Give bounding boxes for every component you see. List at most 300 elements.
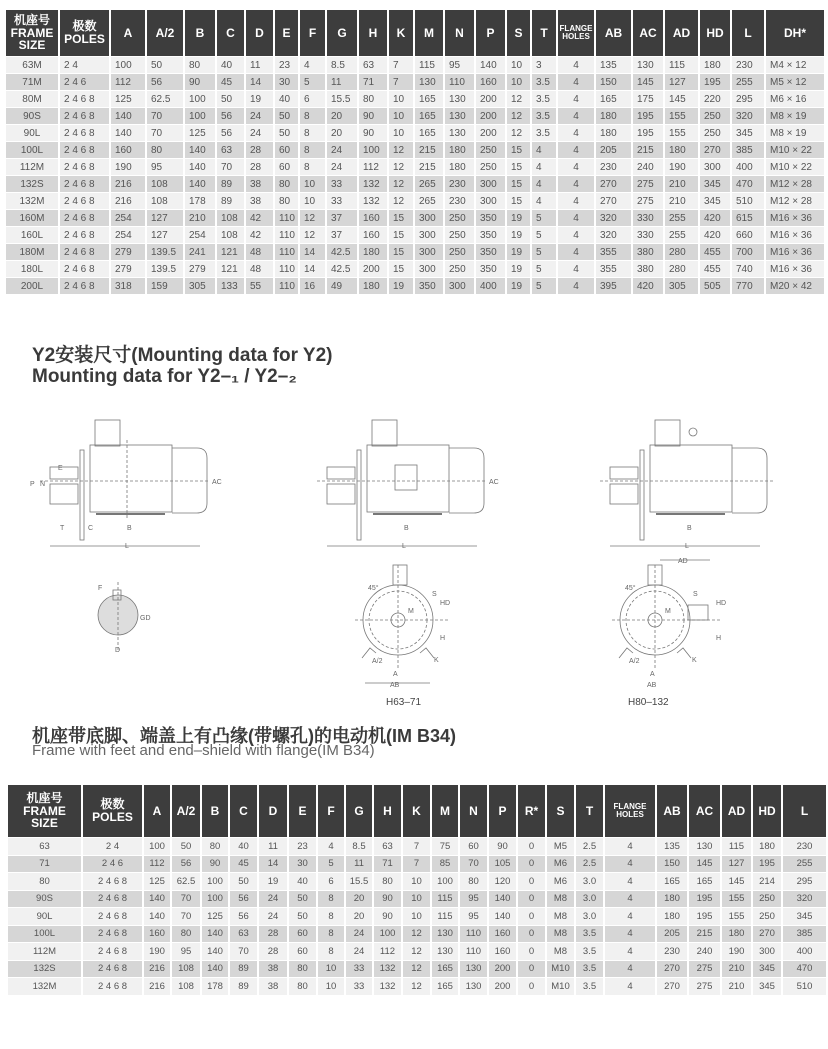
table-cell: 180 <box>700 57 730 73</box>
table-cell: M6 × 16 <box>766 91 824 107</box>
table-cell: 350 <box>476 210 505 226</box>
table-cell: 350 <box>415 278 443 294</box>
table-cell: 155 <box>665 125 698 141</box>
table-cell: 121 <box>217 261 244 277</box>
table-row <box>6 261 824 277</box>
table-cell: 10 <box>403 891 430 908</box>
table-cell: 63 <box>359 57 387 73</box>
table-cell: 160 <box>489 926 516 943</box>
table-cell: 400 <box>476 278 505 294</box>
table-cell: 63 <box>374 838 401 855</box>
table-cell: 280 <box>665 261 698 277</box>
table-cell: 140 <box>202 943 228 960</box>
table-cell: 42 <box>246 227 273 243</box>
column-header: P <box>489 785 516 837</box>
column-header: AC <box>689 785 720 837</box>
table-cell: 125 <box>185 125 215 141</box>
table-cell: 12 <box>300 227 325 243</box>
column-header: 极数 POLES <box>83 785 142 837</box>
table-cell: 80 <box>460 873 487 890</box>
table-cell: 130 <box>432 943 458 960</box>
label-b: B <box>687 525 692 532</box>
table-cell: 112 <box>359 159 387 175</box>
table-cell: 8 <box>300 159 325 175</box>
table-cell: 90L <box>8 908 81 925</box>
table-row <box>8 943 826 960</box>
table-cell: 180 <box>445 159 474 175</box>
table-row <box>8 978 826 995</box>
label-gd: GD <box>140 615 151 622</box>
label-a: A <box>393 671 398 678</box>
table-cell: 70 <box>460 856 487 873</box>
table-cell: 63 <box>230 926 257 943</box>
table-row <box>8 838 826 855</box>
table-cell: 420 <box>700 227 730 243</box>
table-cell: 2 4 6 8 <box>60 91 109 107</box>
label-h: H <box>716 635 722 642</box>
table-cell: 100 <box>202 891 228 908</box>
table-cell: 55 <box>246 278 273 294</box>
table-cell: 250 <box>445 261 474 277</box>
table-cell: 110 <box>445 74 474 90</box>
table-cell: 108 <box>217 210 244 226</box>
column-header: C <box>217 10 244 56</box>
table-cell: 255 <box>732 74 764 90</box>
table-cell: 115 <box>415 57 443 73</box>
column-header: A/2 <box>172 785 200 837</box>
table-cell: M12 × 28 <box>766 176 824 192</box>
column-header: DH* <box>766 10 824 56</box>
table-cell: 180 <box>445 142 474 158</box>
table-cell: 180 <box>359 278 387 294</box>
table-cell: 108 <box>217 227 244 243</box>
table-cell: 11 <box>346 856 372 873</box>
table-cell: 90L <box>6 125 58 141</box>
column-header: 极数 POLES <box>60 10 109 56</box>
column-header: B <box>202 785 228 837</box>
column-header: R* <box>518 785 545 837</box>
table-cell: 140 <box>144 908 170 925</box>
table-cell: 3.5 <box>576 943 603 960</box>
table-cell: 195 <box>633 125 663 141</box>
table-cell: 110 <box>460 926 487 943</box>
table-cell: 37 <box>327 227 357 243</box>
table-cell: 700 <box>732 244 764 260</box>
table-cell: 7 <box>403 856 430 873</box>
label-n: N <box>40 481 46 488</box>
label-45deg: 45° <box>368 585 379 592</box>
table-cell: 20 <box>346 908 372 925</box>
table-cell: 115 <box>432 908 458 925</box>
label-a: A <box>650 671 655 678</box>
table-cell: 2 4 <box>60 57 109 73</box>
table-cell: 115 <box>665 57 698 73</box>
table-cell: 50 <box>172 838 200 855</box>
table-cell: 140 <box>489 891 516 908</box>
table-cell: 95 <box>460 891 487 908</box>
table-cell: 90 <box>359 125 387 141</box>
table-cell: M12 × 28 <box>766 193 824 209</box>
label-a2: A/2 <box>372 658 383 665</box>
column-header: K <box>389 10 413 56</box>
table-cell: 0 <box>518 838 545 855</box>
section-subtitle-imb34: Frame with feet and end–shield with flange(IM B34) <box>32 742 375 759</box>
table-cell: 24 <box>327 142 357 158</box>
table-cell: 139.5 <box>147 261 183 277</box>
table-cell: 28 <box>246 142 273 158</box>
table-cell: 19 <box>507 210 530 226</box>
table-cell: 345 <box>783 908 826 925</box>
table-cell: 0 <box>518 891 545 908</box>
table-cell: 132S <box>8 961 81 978</box>
table-cell: 320 <box>732 108 764 124</box>
table-cell: 14 <box>300 261 325 277</box>
column-header: A <box>144 785 170 837</box>
table-cell: 19 <box>246 91 273 107</box>
table-cell: 2 4 <box>83 838 142 855</box>
table-cell: 50 <box>230 873 257 890</box>
table-cell: 155 <box>722 891 751 908</box>
table-cell: 112M <box>6 159 58 175</box>
table-cell: 50 <box>217 91 244 107</box>
table-cell: 12 <box>403 943 430 960</box>
table-cell: 132 <box>374 961 401 978</box>
table-cell: 110 <box>275 261 298 277</box>
table-cell: 470 <box>783 961 826 978</box>
column-header: A <box>111 10 145 56</box>
table-cell: 216 <box>144 978 170 995</box>
table-cell: 10 <box>507 57 530 73</box>
table-cell: 250 <box>700 108 730 124</box>
table-row <box>6 125 824 141</box>
table-cell: 350 <box>476 261 505 277</box>
table-cell: 95 <box>147 159 183 175</box>
table-cell: M8 <box>547 943 574 960</box>
table-cell: 8.5 <box>346 838 372 855</box>
table-cell: 100 <box>374 926 401 943</box>
table-cell: 130 <box>460 978 487 995</box>
table-cell: 160 <box>144 926 170 943</box>
table-cell: 4 <box>605 926 655 943</box>
table-cell: 355 <box>596 244 631 260</box>
table-cell: 5 <box>532 261 556 277</box>
caption-h80-132: H80–132 <box>628 697 669 708</box>
table-cell: 112 <box>374 943 401 960</box>
table-cell: 12 <box>403 926 430 943</box>
table-cell: 140 <box>111 108 145 124</box>
table-cell: 295 <box>783 873 826 890</box>
column-header: AD <box>722 785 751 837</box>
table-cell: 279 <box>111 261 145 277</box>
table-cell: 4 <box>532 176 556 192</box>
table-cell: 160 <box>111 142 145 158</box>
table-cell: 130 <box>633 57 663 73</box>
table-cell: 15 <box>507 159 530 175</box>
table-cell: 380 <box>633 244 663 260</box>
table-cell: 180 <box>753 838 781 855</box>
table-cell: M20 × 42 <box>766 278 824 294</box>
table-cell: 71 <box>8 856 81 873</box>
table-cell: 8 <box>318 891 344 908</box>
column-header: L <box>732 10 764 56</box>
column-header: 机座号 FRAME SIZE <box>6 10 58 56</box>
table-cell: 4 <box>558 176 594 192</box>
table-cell: 5 <box>532 210 556 226</box>
table-cell: 2 4 6 8 <box>60 176 109 192</box>
table-cell: 4 <box>318 838 344 855</box>
table-cell: 90 <box>489 838 516 855</box>
table-cell: 130 <box>432 926 458 943</box>
table-cell: 3.5 <box>532 125 556 141</box>
table-cell: 4 <box>558 125 594 141</box>
table-cell: 100 <box>359 142 387 158</box>
column-header: B <box>185 10 215 56</box>
table-cell: 38 <box>259 961 287 978</box>
label-m: M <box>408 608 414 615</box>
table-cell: 60 <box>275 159 298 175</box>
table-cell: 15 <box>389 261 413 277</box>
column-header: AB <box>657 785 687 837</box>
table-row <box>6 74 824 90</box>
table-cell: 175 <box>633 91 663 107</box>
table-cell: M4 × 12 <box>766 57 824 73</box>
table-cell: 4 <box>558 91 594 107</box>
table-cell: 50 <box>275 125 298 141</box>
end-view-diagram-h63-71 <box>355 565 450 689</box>
table-cell: 20 <box>327 125 357 141</box>
table-cell: 2 4 6 8 <box>83 978 142 995</box>
table-cell: 28 <box>259 943 287 960</box>
table-cell: 275 <box>633 176 663 192</box>
table-cell: 127 <box>147 227 183 243</box>
table-cell: 2 4 6 8 <box>83 891 142 908</box>
column-header: AC <box>633 10 663 56</box>
table-cell: 132 <box>359 193 387 209</box>
table-cell: 70 <box>147 125 183 141</box>
label-ac: AC <box>489 479 499 486</box>
table-cell: 200 <box>476 91 505 107</box>
table-cell: 4 <box>558 57 594 73</box>
table-cell: 33 <box>327 176 357 192</box>
table-cell: 24 <box>246 125 273 141</box>
table-cell: 71M <box>6 74 58 90</box>
table-row <box>8 908 826 925</box>
table-cell: 0 <box>518 926 545 943</box>
label-p: P <box>30 481 35 488</box>
table-cell: 3.5 <box>532 74 556 90</box>
table-cell: 254 <box>111 210 145 226</box>
table-row <box>8 856 826 873</box>
table-cell: 254 <box>185 227 215 243</box>
table-cell: 345 <box>753 961 781 978</box>
table-cell: 19 <box>507 244 530 260</box>
table-cell: 0 <box>518 961 545 978</box>
table-cell: 200 <box>476 125 505 141</box>
table-cell: 30 <box>275 74 298 90</box>
table-cell: 23 <box>289 838 316 855</box>
table-cell: 28 <box>246 159 273 175</box>
table-cell: 12 <box>507 108 530 124</box>
table-cell: 108 <box>172 961 200 978</box>
table-cell: 320 <box>596 227 631 243</box>
table-cell: M16 × 36 <box>766 244 824 260</box>
table-cell: 105 <box>489 856 516 873</box>
table-cell: 160M <box>6 210 58 226</box>
table-cell: 140 <box>202 926 228 943</box>
table-cell: 127 <box>722 856 751 873</box>
table-cell: 133 <box>217 278 244 294</box>
table-cell: 28 <box>259 926 287 943</box>
table-cell: 420 <box>700 210 730 226</box>
table-cell: 295 <box>732 91 764 107</box>
table-cell: 100 <box>144 838 170 855</box>
table-cell: 300 <box>445 278 474 294</box>
table-cell: 45 <box>230 856 257 873</box>
table-cell: 330 <box>633 210 663 226</box>
column-header: K <box>403 785 430 837</box>
label-c: C <box>88 525 94 532</box>
table-cell: 90S <box>6 108 58 124</box>
table-cell: 160 <box>359 227 387 243</box>
table-cell: 89 <box>217 193 244 209</box>
table-cell: 241 <box>185 244 215 260</box>
table-cell: 132M <box>8 978 81 995</box>
table-cell: 140 <box>111 125 145 141</box>
table-cell: 280 <box>665 244 698 260</box>
table-cell: 190 <box>665 159 698 175</box>
table-cell: 270 <box>596 193 631 209</box>
table-cell: M10 × 22 <box>766 142 824 158</box>
table-cell: 230 <box>445 176 474 192</box>
table-cell: 33 <box>346 978 372 995</box>
column-header: G <box>327 10 357 56</box>
table-cell: 56 <box>230 908 257 925</box>
table-cell: 385 <box>732 142 764 158</box>
table-cell: 320 <box>783 891 826 908</box>
table-cell: 125 <box>202 908 228 925</box>
table-cell: 135 <box>657 838 687 855</box>
table-cell: 95 <box>172 943 200 960</box>
table-cell: 2 4 6 8 <box>83 873 142 890</box>
table-cell: 165 <box>596 91 631 107</box>
table-cell: 230 <box>657 943 687 960</box>
table-cell: 40 <box>217 57 244 73</box>
table-row <box>6 278 824 294</box>
table-cell: 230 <box>732 57 764 73</box>
table-cell: 230 <box>445 193 474 209</box>
label-l: L <box>685 543 689 550</box>
table-cell: 40 <box>289 873 316 890</box>
table-cell: 110 <box>275 278 298 294</box>
table-cell: 11 <box>246 57 273 73</box>
table-cell: 60 <box>289 926 316 943</box>
table-cell: 200 <box>489 961 516 978</box>
column-header: D <box>259 785 287 837</box>
table-cell: 24 <box>346 943 372 960</box>
label-h: H <box>440 635 446 642</box>
table-cell: 214 <box>753 873 781 890</box>
side-view-diagram-2 <box>317 420 499 550</box>
table-cell: 205 <box>596 142 631 158</box>
table-cell: M6 <box>547 856 574 873</box>
table-cell: 159 <box>147 278 183 294</box>
table-cell: 140 <box>202 961 228 978</box>
table-cell: 2 4 6 8 <box>60 125 109 141</box>
table-cell: 130 <box>445 91 474 107</box>
table-cell: 420 <box>633 278 663 294</box>
table-cell: 455 <box>700 261 730 277</box>
table-cell: 10 <box>389 125 413 141</box>
table-cell: 0 <box>518 908 545 925</box>
table-cell: 100 <box>111 57 145 73</box>
table-cell: 300 <box>415 210 443 226</box>
table-cell: 100 <box>185 91 215 107</box>
table-cell: 100L <box>6 142 58 158</box>
table-cell: 60 <box>289 943 316 960</box>
table-cell: 345 <box>700 193 730 209</box>
table-cell: 255 <box>783 856 826 873</box>
table-cell: 3.5 <box>576 961 603 978</box>
table-cell: M8 × 19 <box>766 125 824 141</box>
table-cell: 5 <box>318 856 344 873</box>
section-subtitle-mounting: Mounting data for Y2–₁ / Y2–₂ <box>32 366 297 387</box>
table-cell: 2 4 6 8 <box>60 227 109 243</box>
column-header: G <box>346 785 372 837</box>
table-cell: 4 <box>558 278 594 294</box>
table-cell: 24 <box>327 159 357 175</box>
label-a2: A/2 <box>629 658 640 665</box>
table-cell: 80M <box>6 91 58 107</box>
table-cell: 71 <box>359 74 387 90</box>
table-cell: 180 <box>359 244 387 260</box>
table-cell: 470 <box>732 176 764 192</box>
table-cell: 250 <box>476 159 505 175</box>
table-cell: 33 <box>346 961 372 978</box>
table-cell: 210 <box>665 176 698 192</box>
table-cell: 4 <box>532 193 556 209</box>
table-cell: 50 <box>289 891 316 908</box>
label-k: K <box>692 657 697 664</box>
table-cell: 14 <box>259 856 287 873</box>
end-view-diagram-h80-132 <box>612 558 726 689</box>
table-cell: 12 <box>300 210 325 226</box>
table-cell: 275 <box>689 978 720 995</box>
table-cell: 230 <box>596 159 631 175</box>
table-cell: 455 <box>700 244 730 260</box>
table-cell: 165 <box>415 91 443 107</box>
label-b: B <box>404 525 409 532</box>
column-header: HD <box>753 785 781 837</box>
table-cell: 210 <box>722 961 751 978</box>
table-cell: 24 <box>259 908 287 925</box>
table-cell: 300 <box>415 244 443 260</box>
table-cell: 56 <box>172 856 200 873</box>
label-e: E <box>58 465 63 472</box>
table-cell: 160 <box>359 210 387 226</box>
table-cell: 400 <box>732 159 764 175</box>
table-cell: 275 <box>689 961 720 978</box>
table-cell: 15.5 <box>327 91 357 107</box>
table-cell: 140 <box>185 142 215 158</box>
table-cell: 6 <box>300 91 325 107</box>
table-cell: 90 <box>202 856 228 873</box>
table-cell: 165 <box>432 961 458 978</box>
table-cell: 38 <box>259 978 287 995</box>
table-cell: 4 <box>558 261 594 277</box>
table-row <box>6 159 824 175</box>
table-cell: 80 <box>275 193 298 209</box>
table-cell: 254 <box>111 227 145 243</box>
